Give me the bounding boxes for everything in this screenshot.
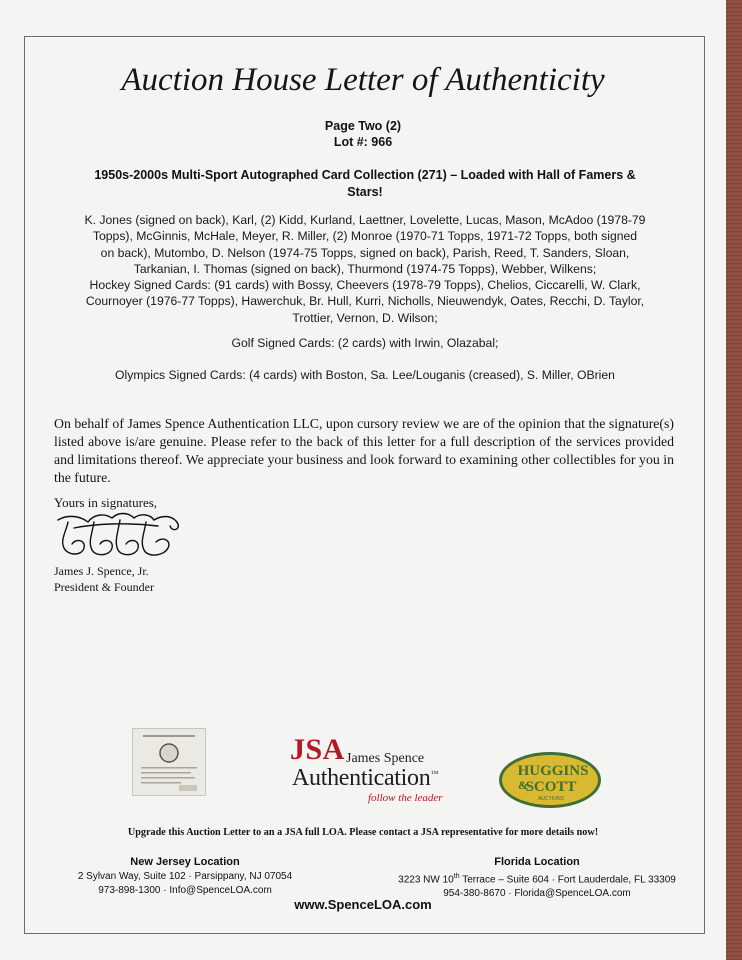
huggins-scott-logo	[497, 750, 603, 810]
lot-description	[50, 212, 680, 326]
jsa-logo-letters: JSA	[290, 733, 345, 766]
jsa-logo-word: Authentication™	[292, 765, 438, 791]
description-line: Topps), McGinnis, McHale, Meyer, R. Miller, (2) Monroe (1970-71 Topps, 1971-72 Topps, both signed	[92, 229, 638, 244]
jsa-logo-tagline: follow the leader	[368, 792, 443, 804]
jsa-logo-name: James Spence	[346, 751, 425, 766]
signature-image	[54, 510, 194, 562]
lot-number: Lot #: 966	[333, 135, 393, 149]
lot-heading-line: 1950s-2000s Multi-Sport Autographed Card Collection (271) – Loaded with Hall of Famers &	[94, 168, 636, 182]
location-address: 3223 NW 10th Terrace – Suite 604 · Fort Lauderdale, FL 33309	[398, 872, 676, 885]
svg-text:SCOTT: SCOTT	[525, 779, 577, 795]
olympics-cards-line: Olympics Signed Cards: (4 cards) with Boston, Sa. Lee/Louganis (creased), S. Miller, OBrien	[115, 368, 615, 382]
location-contact: 973-898-1300 · Info@SpenceLOA.com	[98, 885, 272, 896]
new-jersey-location	[60, 855, 310, 899]
page-info	[0, 118, 726, 150]
page-number: Page Two (2)	[324, 119, 402, 133]
description-line: Cournoyer (1976-77 Topps), Hawerchuk, Br. Hull, Kurri, Nicholls, Nieuwendyk, Oates, Recchi, D. Taylor,	[85, 294, 645, 309]
description-line: K. Jones (signed on back), Karl, (2) Kidd, Kurland, Laettner, Lovelette, Lucas, Mason, McAdoo (1978-79	[84, 213, 646, 227]
florida-location	[382, 855, 692, 902]
location-title: Florida Location	[494, 856, 580, 868]
upgrade-note: Upgrade this Auction Letter to an a JSA full LOA. Please contact a JSA representative for more details now!	[127, 827, 599, 838]
golf-cards-line: Golf Signed Cards: (2 cards) with Irwin, Olazabal;	[231, 336, 499, 350]
location-contact: 954-380-8670 · Florida@SpenceLOA.com	[443, 888, 631, 900]
salutation: Yours in signatures,	[54, 495, 158, 510]
loa-thumbnail-graphic	[133, 729, 205, 795]
svg-text:&: &	[518, 778, 528, 792]
loa-thumbnail	[132, 728, 206, 796]
signer-title: President & Founder	[54, 579, 154, 594]
signer-block	[54, 564, 154, 595]
background-edge	[726, 0, 742, 960]
svg-text:AUCTIONS: AUCTIONS	[538, 796, 564, 802]
lot-heading	[60, 167, 670, 201]
lot-heading-line: Stars!	[347, 185, 383, 199]
letter-title: Auction House Letter of Authenticity	[121, 62, 605, 98]
opinion-paragraph: On behalf of James Spence Authentication LLC, upon cursory review we are of the opinion that the signature(s) listed above is/are genuine. Please refer to the back of this letter for a full description of the services provided and limitations thereof. We appreciate your business and look forward to examining other collectibles for you in the future.	[54, 416, 674, 485]
description-line: on back), Mutombo, D. Nelson (1974-75 Topps, signed on back), Parish, Reed, T. Sanders, Sloan,	[100, 245, 630, 260]
location-address: 2 Sylvan Way, Suite 102 · Parsippany, NJ 07054	[77, 870, 293, 882]
location-title: New Jersey Location	[130, 856, 240, 868]
description-line: Hockey Signed Cards: (91 cards) with Bossy, Cheevers (1978-79 Topps), Chelios, Ciccarelli, W. Clark,	[89, 278, 641, 293]
jsa-logo	[290, 733, 470, 808]
description-line: Tarkanian, I. Thomas (signed on back), Thurmond (1974-75 Topps), Webber, Wilkens;	[133, 261, 597, 276]
description-line: Trottier, Vernon, D. Wilson;	[292, 310, 438, 325]
signer-name: James J. Spence, Jr.	[54, 564, 149, 578]
svg-text:HUGGINS: HUGGINS	[517, 763, 589, 779]
website-link[interactable]: www.SpenceLOA.com	[294, 897, 432, 912]
